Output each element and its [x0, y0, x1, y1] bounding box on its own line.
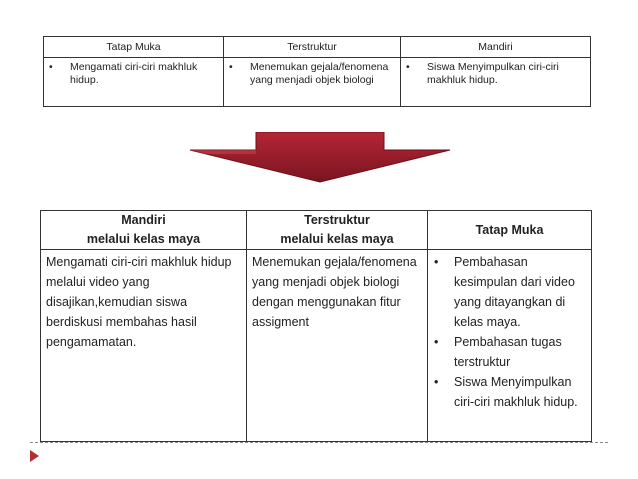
top-cell-text: Menemukan gejala/fenomena yang menjadi objek biologi [250, 61, 389, 86]
top-table-row [44, 58, 591, 107]
top-header-mandiri: Mandiri [401, 37, 591, 58]
mandiri-text: Mengamati ciri-ciri makhluk hidup melalui video yang disajikan,kemudian siswa berdiskusi membahas hasil pengamamatan. [46, 255, 232, 349]
header-line: Terstruktur [304, 213, 370, 227]
bottom-cell-mandiri [41, 250, 247, 442]
header-line: Mandiri [121, 213, 166, 227]
bullet-icon: • [434, 375, 439, 389]
top-table [43, 36, 591, 107]
tatap-muka-list [428, 250, 591, 412]
bullet-icon: • [406, 61, 410, 73]
bullet-icon: • [434, 255, 439, 269]
top-table-header-row [44, 37, 591, 58]
down-arrow-icon [186, 132, 454, 184]
top-cell-terstruktur [224, 58, 401, 107]
top-cell-text: Mengamati ciri-ciri makhluk hidup. [70, 61, 198, 86]
bottom-cell-terstruktur [247, 250, 428, 442]
terstruktur-text: Menemukan gejala/fenomena yang menjadi objek biologi dengan menggunakan fitur assigment [252, 255, 417, 329]
bottom-table [40, 210, 592, 442]
top-header-terstruktur: Terstruktur [224, 37, 401, 58]
bottom-header-tatap-muka: Tatap Muka [428, 211, 592, 250]
top-cell-mandiri [401, 58, 591, 107]
footer-divider [30, 442, 608, 443]
list-item: • Pembahasan tugas terstruktur [428, 332, 591, 372]
header-line: melalui kelas maya [280, 232, 394, 246]
bottom-header-mandiri [41, 211, 247, 250]
top-cell-tatap-muka [44, 58, 224, 107]
bullet-icon: • [229, 61, 233, 73]
list-item: • Pembahasan kesimpulan dari video yang ditayangkan di kelas maya. [428, 252, 591, 332]
bullet-icon: • [49, 61, 53, 73]
list-item: • Siswa Menyimpulkan ciri-ciri makhluk hidup. [428, 372, 591, 412]
top-header-tatap-muka: Tatap Muka [44, 37, 224, 58]
header-line: melalui kelas maya [86, 232, 201, 246]
bottom-cell-tatap-muka [428, 250, 592, 442]
bottom-table-header-row [41, 211, 592, 250]
bottom-table-row [41, 250, 592, 442]
slide-marker-icon [30, 450, 39, 462]
bullet-icon: • [434, 335, 439, 349]
top-cell-text: Siswa Menyimpulkan ciri-ciri makhluk hidup. [427, 61, 559, 86]
bottom-header-terstruktur [247, 211, 428, 250]
